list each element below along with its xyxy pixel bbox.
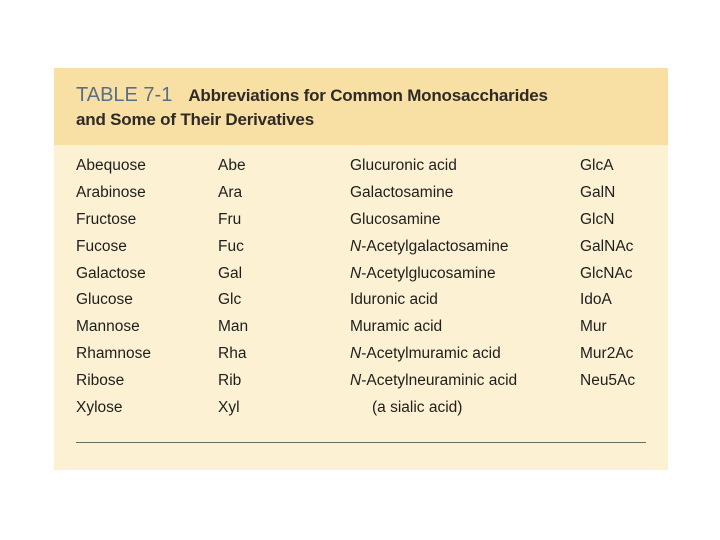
table-label: TABLE 7-1	[76, 84, 173, 106]
derivative-prefix: N	[350, 237, 362, 255]
derivative-abbreviation: GlcN	[580, 210, 615, 228]
monosaccharide-name: Xylose	[76, 399, 123, 417]
monosaccharide-abbreviation: Rib	[218, 372, 242, 390]
derivative-prefix: N	[350, 372, 362, 390]
monosaccharide-name: Galactose	[76, 264, 146, 282]
derivative-name-text: -Acetylmuramic acid	[361, 345, 501, 363]
derivative-name-text: -Acetylgalactosamine	[361, 237, 509, 255]
derivative-name-text: (a sialic acid)	[372, 399, 463, 417]
derivative-name-text: -Acetylneuraminic acid	[361, 372, 518, 390]
monosaccharide-abbreviation: Xyl	[218, 399, 240, 417]
monosaccharide-name: Glucose	[76, 291, 133, 309]
table-row	[54, 317, 668, 344]
table-row	[54, 237, 668, 264]
derivative-abbreviation: Neu5Ac	[580, 372, 636, 390]
table-title: Abbreviations for Common Monosaccharides	[188, 86, 548, 105]
derivative-prefix: N	[350, 345, 362, 363]
derivative-name	[350, 264, 496, 284]
derivative-name	[350, 237, 509, 257]
derivative-name	[350, 344, 501, 364]
derivative-name-text: Muramic acid	[350, 318, 443, 336]
derivative-name	[350, 371, 517, 391]
monosaccharide-abbreviation: Glc	[218, 291, 242, 309]
table-body	[54, 156, 668, 425]
derivative-abbreviation: GlcA	[580, 157, 614, 174]
table-title-line-1	[76, 84, 548, 107]
derivative-abbreviation: IdoA	[580, 291, 612, 309]
monosaccharide-name: Abequose	[76, 157, 146, 174]
derivative-name-text: Iduronic acid	[350, 291, 438, 309]
monosaccharide-name: Arabinose	[76, 183, 146, 201]
derivative-name	[350, 183, 453, 203]
derivative-abbreviation: Mur2Ac	[580, 345, 634, 363]
table-row	[54, 371, 668, 398]
derivative-abbreviation: GalN	[580, 183, 616, 201]
monosaccharide-name: Mannose	[76, 318, 140, 336]
derivative-note	[350, 398, 462, 418]
monosaccharide-name: Fucose	[76, 237, 127, 255]
derivative-abbreviation: GalNAc	[580, 237, 634, 255]
derivative-name-text: -Acetylglucosamine	[361, 264, 496, 282]
table-title-line-2: and Some of Their Derivatives	[76, 110, 314, 129]
derivative-name	[350, 290, 438, 310]
derivative-prefix: N	[350, 264, 362, 282]
monosaccharide-abbreviation: Gal	[218, 264, 243, 282]
derivative-name	[350, 317, 442, 337]
monosaccharide-abbreviation: Rha	[218, 345, 247, 363]
table-row	[54, 344, 668, 371]
derivative-name	[350, 210, 440, 230]
table-row	[54, 183, 668, 210]
table-row	[54, 398, 668, 425]
table-row	[54, 156, 668, 183]
monosaccharide-abbreviation: Man	[218, 318, 249, 336]
derivative-abbreviation: GlcNAc	[580, 264, 633, 282]
derivative-abbreviation: Mur	[580, 318, 607, 336]
monosaccharide-abbreviation: Fru	[218, 210, 242, 228]
table-row	[54, 264, 668, 291]
monosaccharide-name: Fructose	[76, 210, 137, 228]
table-row	[54, 210, 668, 237]
derivative-name-text: Glucuronic acid	[350, 157, 457, 174]
table-bottom-rule	[76, 442, 646, 443]
table-row	[54, 290, 668, 317]
monosaccharide-abbreviation: Fuc	[218, 237, 244, 255]
derivative-name-text: Galactosamine	[350, 183, 454, 201]
monosaccharide-abbreviation: Abe	[218, 157, 246, 174]
monosaccharide-name: Rhamnose	[76, 345, 151, 363]
derivative-name	[350, 156, 457, 176]
monosaccharide-name: Ribose	[76, 372, 125, 390]
monosaccharide-abbreviation: Ara	[218, 183, 243, 201]
abbreviations-table	[54, 68, 668, 470]
derivative-name-text: Glucosamine	[350, 210, 441, 228]
table-header	[54, 68, 668, 145]
